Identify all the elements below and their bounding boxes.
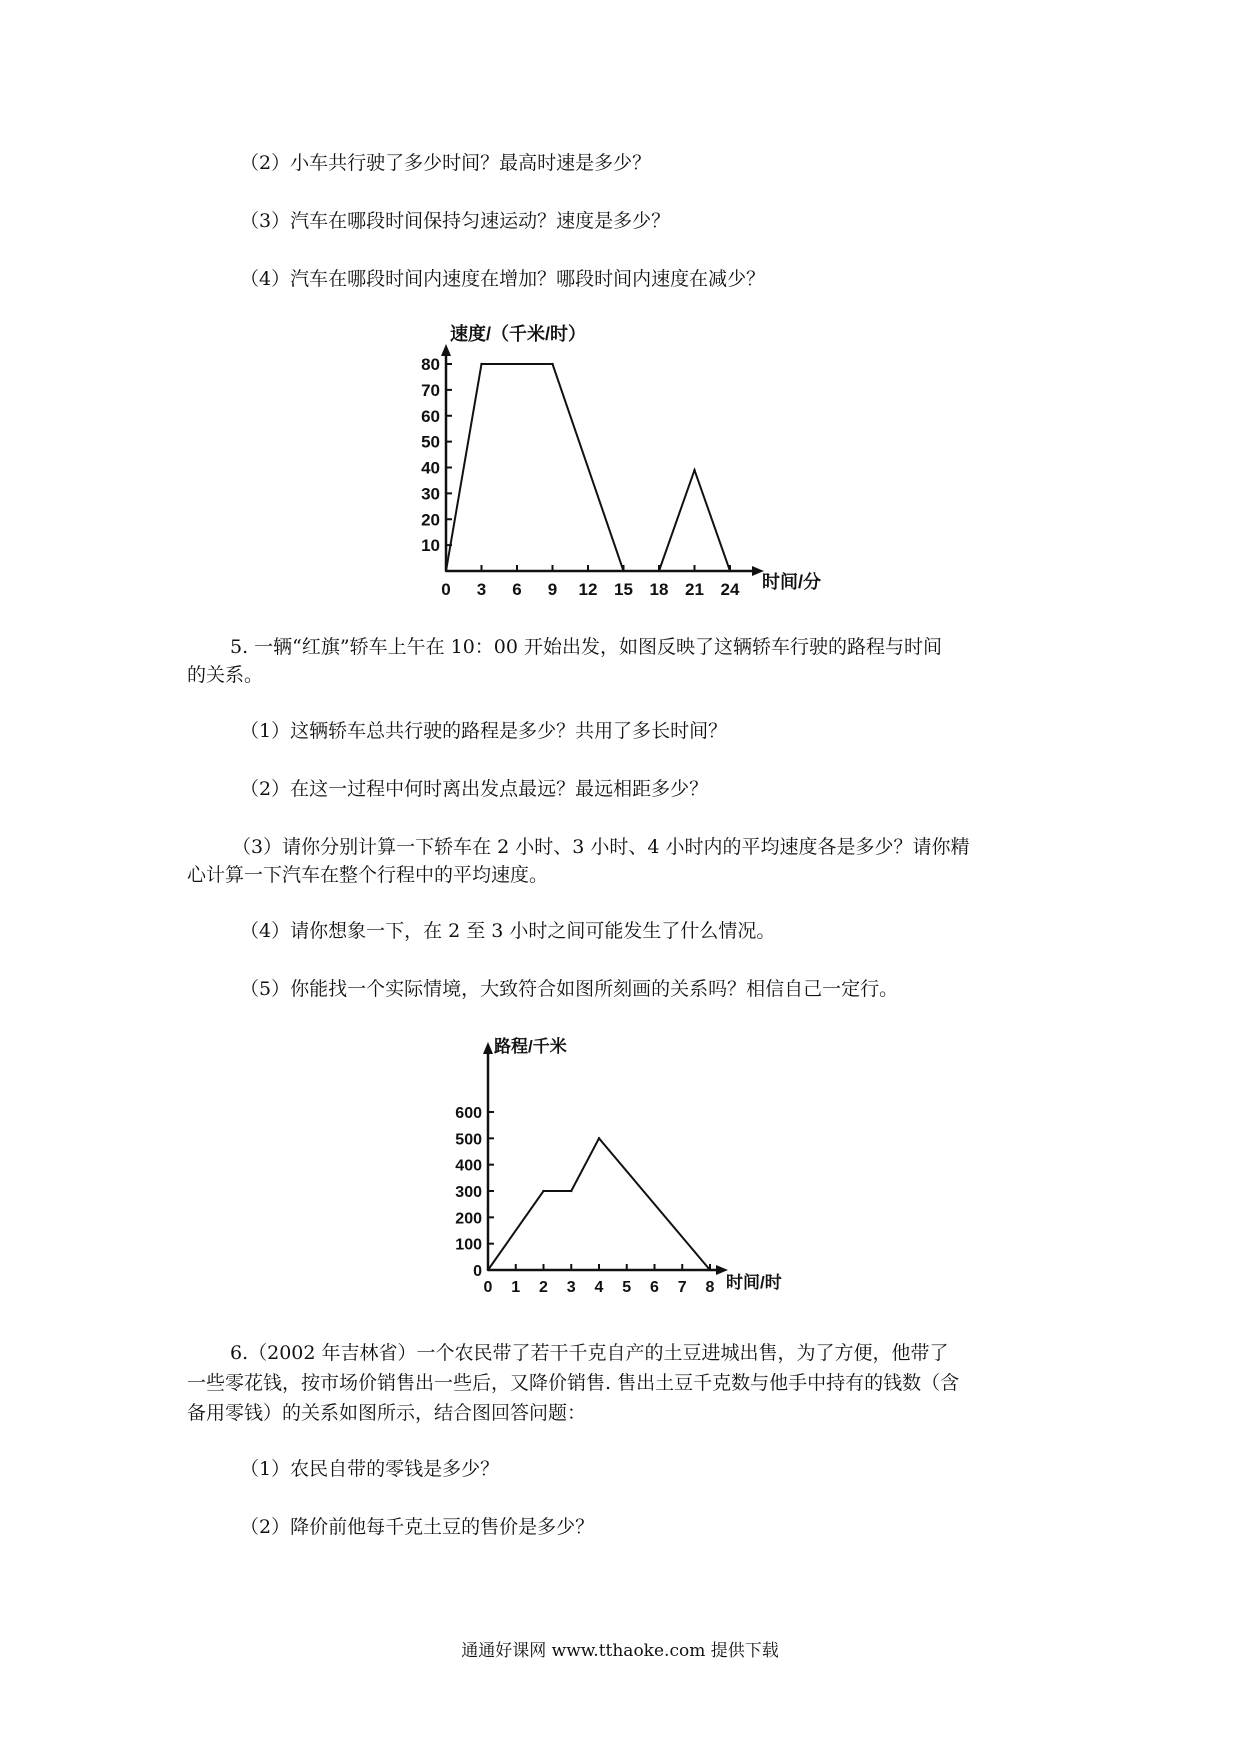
q5-sub-1: （1）这辆轿车总共行驶的路程是多少？共用了多长时间？ xyxy=(240,720,728,742)
q4-sub-4: （4）汽车在哪段时间内速度在增加？哪段时间内速度在减少？ xyxy=(240,268,766,290)
q5-sub-4: （4）请你想象一下，在 2 至 3 小时之间可能发生了什么情况。 xyxy=(240,920,776,942)
q6-sub-1: （1）农民自带的零钱是多少？ xyxy=(240,1458,500,1480)
y-tick-label: 50 xyxy=(421,432,440,452)
x-tick-label: 1 xyxy=(511,1279,521,1296)
chart1-y-arrow xyxy=(441,344,451,356)
x-tick-label: 12 xyxy=(578,580,598,598)
distance-time-chart xyxy=(440,1030,800,1300)
q5-sub-2: （2）在这一过程中何时离出发点最远？最远相距多少？ xyxy=(240,778,709,800)
chart2-ylabel: 路程/千米 xyxy=(494,1037,567,1056)
chart2-series-line xyxy=(488,1138,710,1270)
chart1-ylabel: 速度/（千米/时） xyxy=(450,324,587,344)
chart2-xlabel: 时间/时 xyxy=(726,1273,782,1292)
x-tick-label: 15 xyxy=(614,580,633,598)
q6-stem-line3: 备用零钱）的关系如图所示，结合图回答问题： xyxy=(187,1402,587,1424)
speed-time-chart xyxy=(400,318,840,598)
x-tick-label: 9 xyxy=(547,580,558,598)
x-tick-label: 0 xyxy=(483,1279,493,1296)
y-tick-label: 100 xyxy=(455,1236,482,1254)
x-tick-label: 6 xyxy=(512,580,522,598)
x-tick-label: 3 xyxy=(476,580,487,598)
x-tick-label: 6 xyxy=(650,1279,659,1296)
q5-sub-5: （5）你能找一个实际情境，大致符合如图所刻画的关系吗？相信自己一定行。 xyxy=(240,978,899,1000)
x-tick-label: 7 xyxy=(677,1279,687,1296)
q5-sub-3-line2: 心计算一下汽车在整个行程中的平均速度。 xyxy=(187,864,549,886)
y-tick-label: 80 xyxy=(421,355,440,374)
chart1-xlabel: 时间/分 xyxy=(762,572,822,592)
q4-sub-2: （2）小车共行驶了多少时间？最高时速是多少？ xyxy=(240,152,652,174)
q5-sub-3-line1: （3）请你分别计算一下轿车在 2 小时、3 小时、4 小时内的平均速度各是多少？请你精 xyxy=(232,836,970,858)
x-tick-label: 24 xyxy=(720,580,740,598)
x-tick-label: 21 xyxy=(685,580,704,598)
x-tick-label: 3 xyxy=(566,1279,576,1296)
y-tick-label: 20 xyxy=(421,510,440,530)
footer-credit: 通通好课网 www.tthaoke.com 提供下载 xyxy=(461,1641,779,1661)
x-tick-label: 2 xyxy=(539,1279,548,1296)
y-tick-label: 30 xyxy=(421,484,440,504)
y-tick-label: 10 xyxy=(421,536,440,556)
y-tick-label: 60 xyxy=(421,406,440,426)
x-tick-label: 5 xyxy=(622,1279,632,1296)
y-tick-label: 300 xyxy=(455,1184,482,1201)
q5-stem-line2: 的关系。 xyxy=(187,664,264,686)
q5-stem-line1: 5. 一辆“红旗”轿车上午在 10：00 开始出发，如图反映了这辆轿车行驶的路程与时间 xyxy=(230,636,943,658)
q6-sub-2: （2）降价前他每千克土豆的售价是多少？ xyxy=(240,1516,595,1538)
y-tick-label: 600 xyxy=(455,1105,482,1122)
q4-sub-3: （3）汽车在哪段时间保持匀速运动？速度是多少？ xyxy=(240,210,671,232)
y-tick-label: 0 xyxy=(473,1263,482,1280)
y-tick-label: 70 xyxy=(421,380,440,400)
y-tick-label: 200 xyxy=(455,1210,482,1228)
y-tick-label: 400 xyxy=(455,1157,482,1175)
x-tick-label: 18 xyxy=(649,580,669,598)
q6-stem-line2: 一些零花钱，按市场价销售出一些后，又降价销售. 售出土豆千克数与他手中持有的钱数（含 xyxy=(187,1372,960,1394)
chart2-y-arrow xyxy=(483,1042,493,1054)
q6-stem-line1: 6.（2002 年吉林省）一个农民带了若干千克自产的土豆进城出售，为了方便，他带了 xyxy=(230,1342,949,1364)
x-tick-label: 4 xyxy=(594,1279,604,1296)
x-tick-label: 0 xyxy=(441,580,451,598)
chart1-series-line xyxy=(446,364,730,571)
y-tick-label: 500 xyxy=(455,1131,482,1149)
y-tick-label: 40 xyxy=(421,458,440,478)
x-tick-label: 8 xyxy=(705,1279,715,1296)
